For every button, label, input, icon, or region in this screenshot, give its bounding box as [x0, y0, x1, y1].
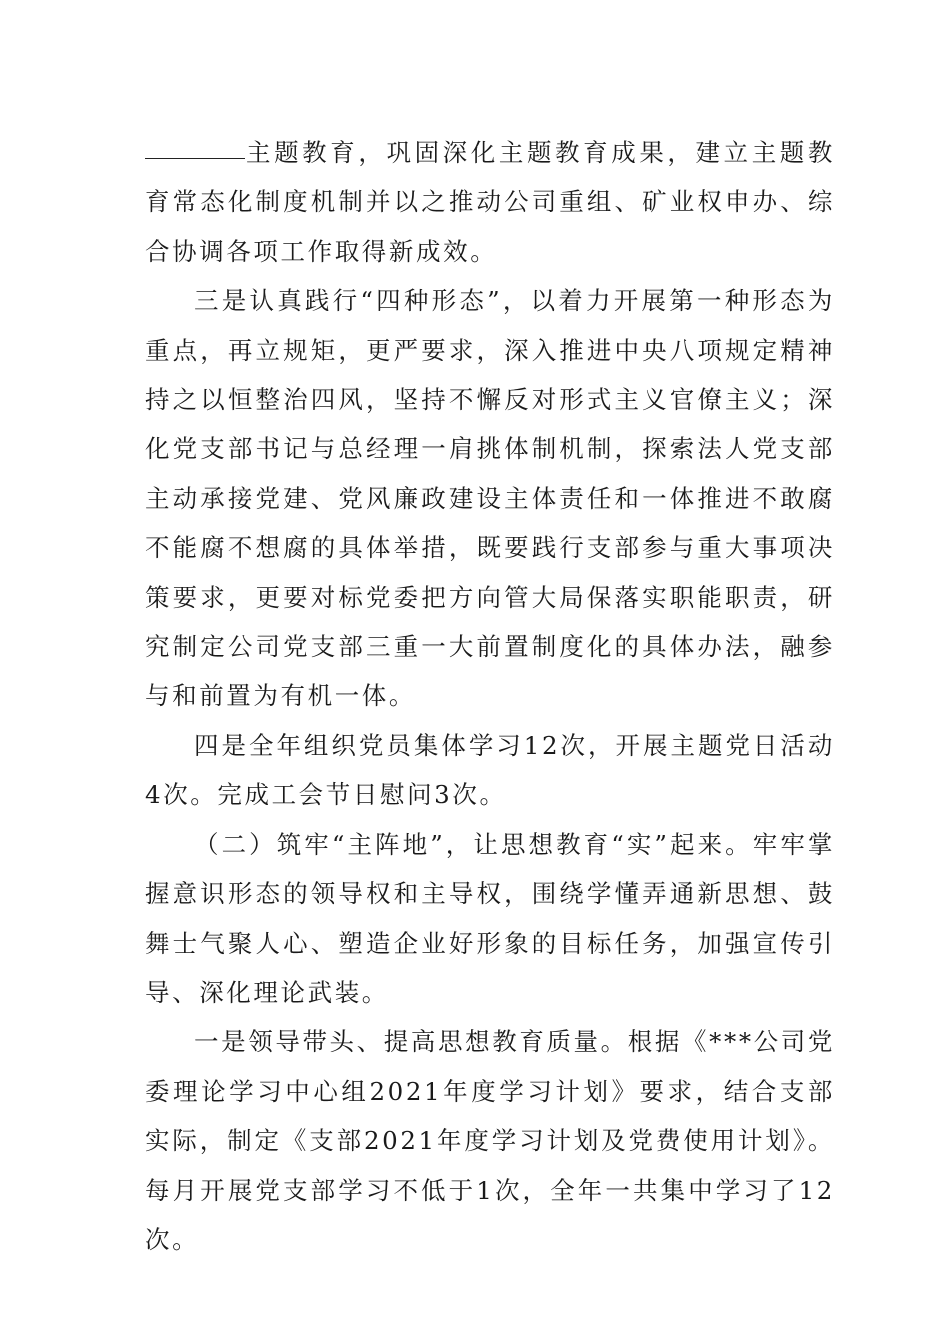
- paragraph-3: 四是全年组织党员集体学习12次，开展主题党日活动4次。完成工会节日慰问3次。: [145, 730, 835, 810]
- paragraph-1: [145, 128, 835, 276]
- paragraph-2: 三是认真践行“四种形态”，以着力开展第一种形态为重点，再立规矩，更严要求，深入推进中央八项规定精神持之以恒整治四风，坚持不懈反对形式主义官僚主义；深化党支部书记与总经理一肩挑体制机制，探索法人党支部主动承接党建、党风廉政建设主体责任和一体推进不敢腐不能腐不想腐的具体举措，既要践行支部参与重大事项决策要求，更要对标党委把方向管大局保落实职能职责，研究制定公司党支部三重一大前置制度化的具体办法，融参与和前置为有机一体。: [145, 286, 835, 711]
- paragraph-5: 一是领导带头、提高思想教育质量。根据《***公司党委理论学习中心组2021年度学习计划》要求，结合支部实际，制定《支部2021年度学习计划及党费使用计划》。每月开展党支部学习不低于1次，全年一共集中学习了12次。: [145, 1027, 835, 1254]
- paragraph-4: （二）筑牢“主阵地”，让思想教育“实”起来。牢牢掌握意识形态的领导权和主导权，围绕学懂弄通新思想、鼓舞士气聚人心、塑造企业好形象的目标任务，加强宣传引导、深化理论武装。: [145, 829, 835, 1007]
- document-body: [145, 128, 835, 1264]
- fill-in-blank-line: [145, 157, 245, 159]
- paragraph-1-text: 主题教育，巩固深化主题教育成果，建立主题教育常态化制度机制并以之推动公司重组、矿业权申办、综合协调各项工作取得新成效。: [145, 138, 835, 266]
